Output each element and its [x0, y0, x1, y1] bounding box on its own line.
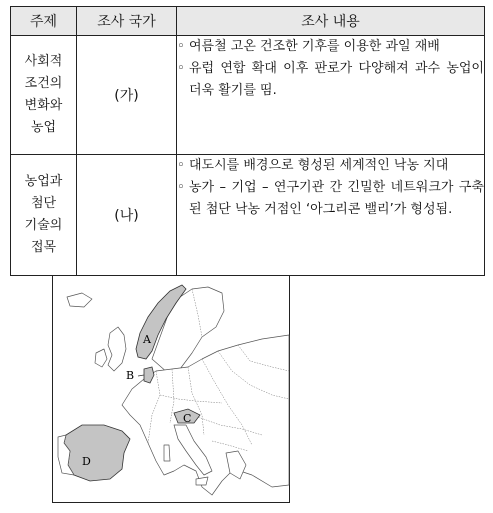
topic-line: 농업	[30, 120, 57, 135]
header-country: 조사 국가	[77, 7, 177, 36]
country-cell: (나)	[77, 155, 177, 276]
topic-line: 접목	[30, 240, 57, 255]
topic-cell	[11, 155, 77, 276]
label-d: D	[82, 455, 91, 468]
table-row	[11, 155, 485, 276]
content-item	[177, 177, 484, 221]
content-item-text: 유럽 연합 확대 이후 판로가 다양해져 과수 농업이 더욱 활기를 띰.	[189, 61, 484, 98]
sardinia	[164, 445, 170, 461]
topic-line: 첨단	[30, 196, 57, 211]
header-row	[11, 7, 485, 36]
bullet-icon: ◦	[177, 39, 185, 54]
header-topic: 주제	[11, 7, 77, 36]
label-b: B	[126, 369, 135, 382]
content-cell	[177, 155, 485, 276]
topic-line: 농업과	[24, 174, 63, 189]
label-c: C	[183, 412, 192, 425]
europe-map	[52, 275, 290, 503]
country-cell: (가)	[77, 36, 177, 155]
content-item	[177, 58, 484, 102]
content-cell	[177, 36, 485, 155]
content-item	[177, 36, 484, 58]
table-row	[11, 36, 485, 155]
bullet-icon: ◦	[177, 61, 185, 76]
content-item	[177, 155, 484, 177]
header-content: 조사 내용	[177, 7, 485, 36]
bullet-icon: ◦	[177, 180, 185, 195]
content-item-text: 농가 – 기업 – 연구기관 간 긴밀한 네트워크가 구축된 첨단 낙농 거점인 ‘아그리콘 밸리’가 형성됨.	[189, 180, 484, 217]
bullet-icon: ◦	[177, 158, 185, 173]
topic-line: 기술의	[24, 218, 63, 233]
topic-line: 조건의	[24, 76, 63, 91]
content-item-text: 대도시를 배경으로 형성된 세계적인 낙농 지대	[189, 158, 449, 173]
topic-line: 변화와	[24, 98, 63, 113]
topic-line: 사회적	[24, 54, 63, 69]
survey-table	[10, 6, 485, 276]
label-a: A	[143, 333, 151, 346]
content-item-text: 여름철 고온 건조한 기후를 이용한 과일 재배	[189, 39, 440, 54]
topic-cell	[11, 36, 77, 155]
